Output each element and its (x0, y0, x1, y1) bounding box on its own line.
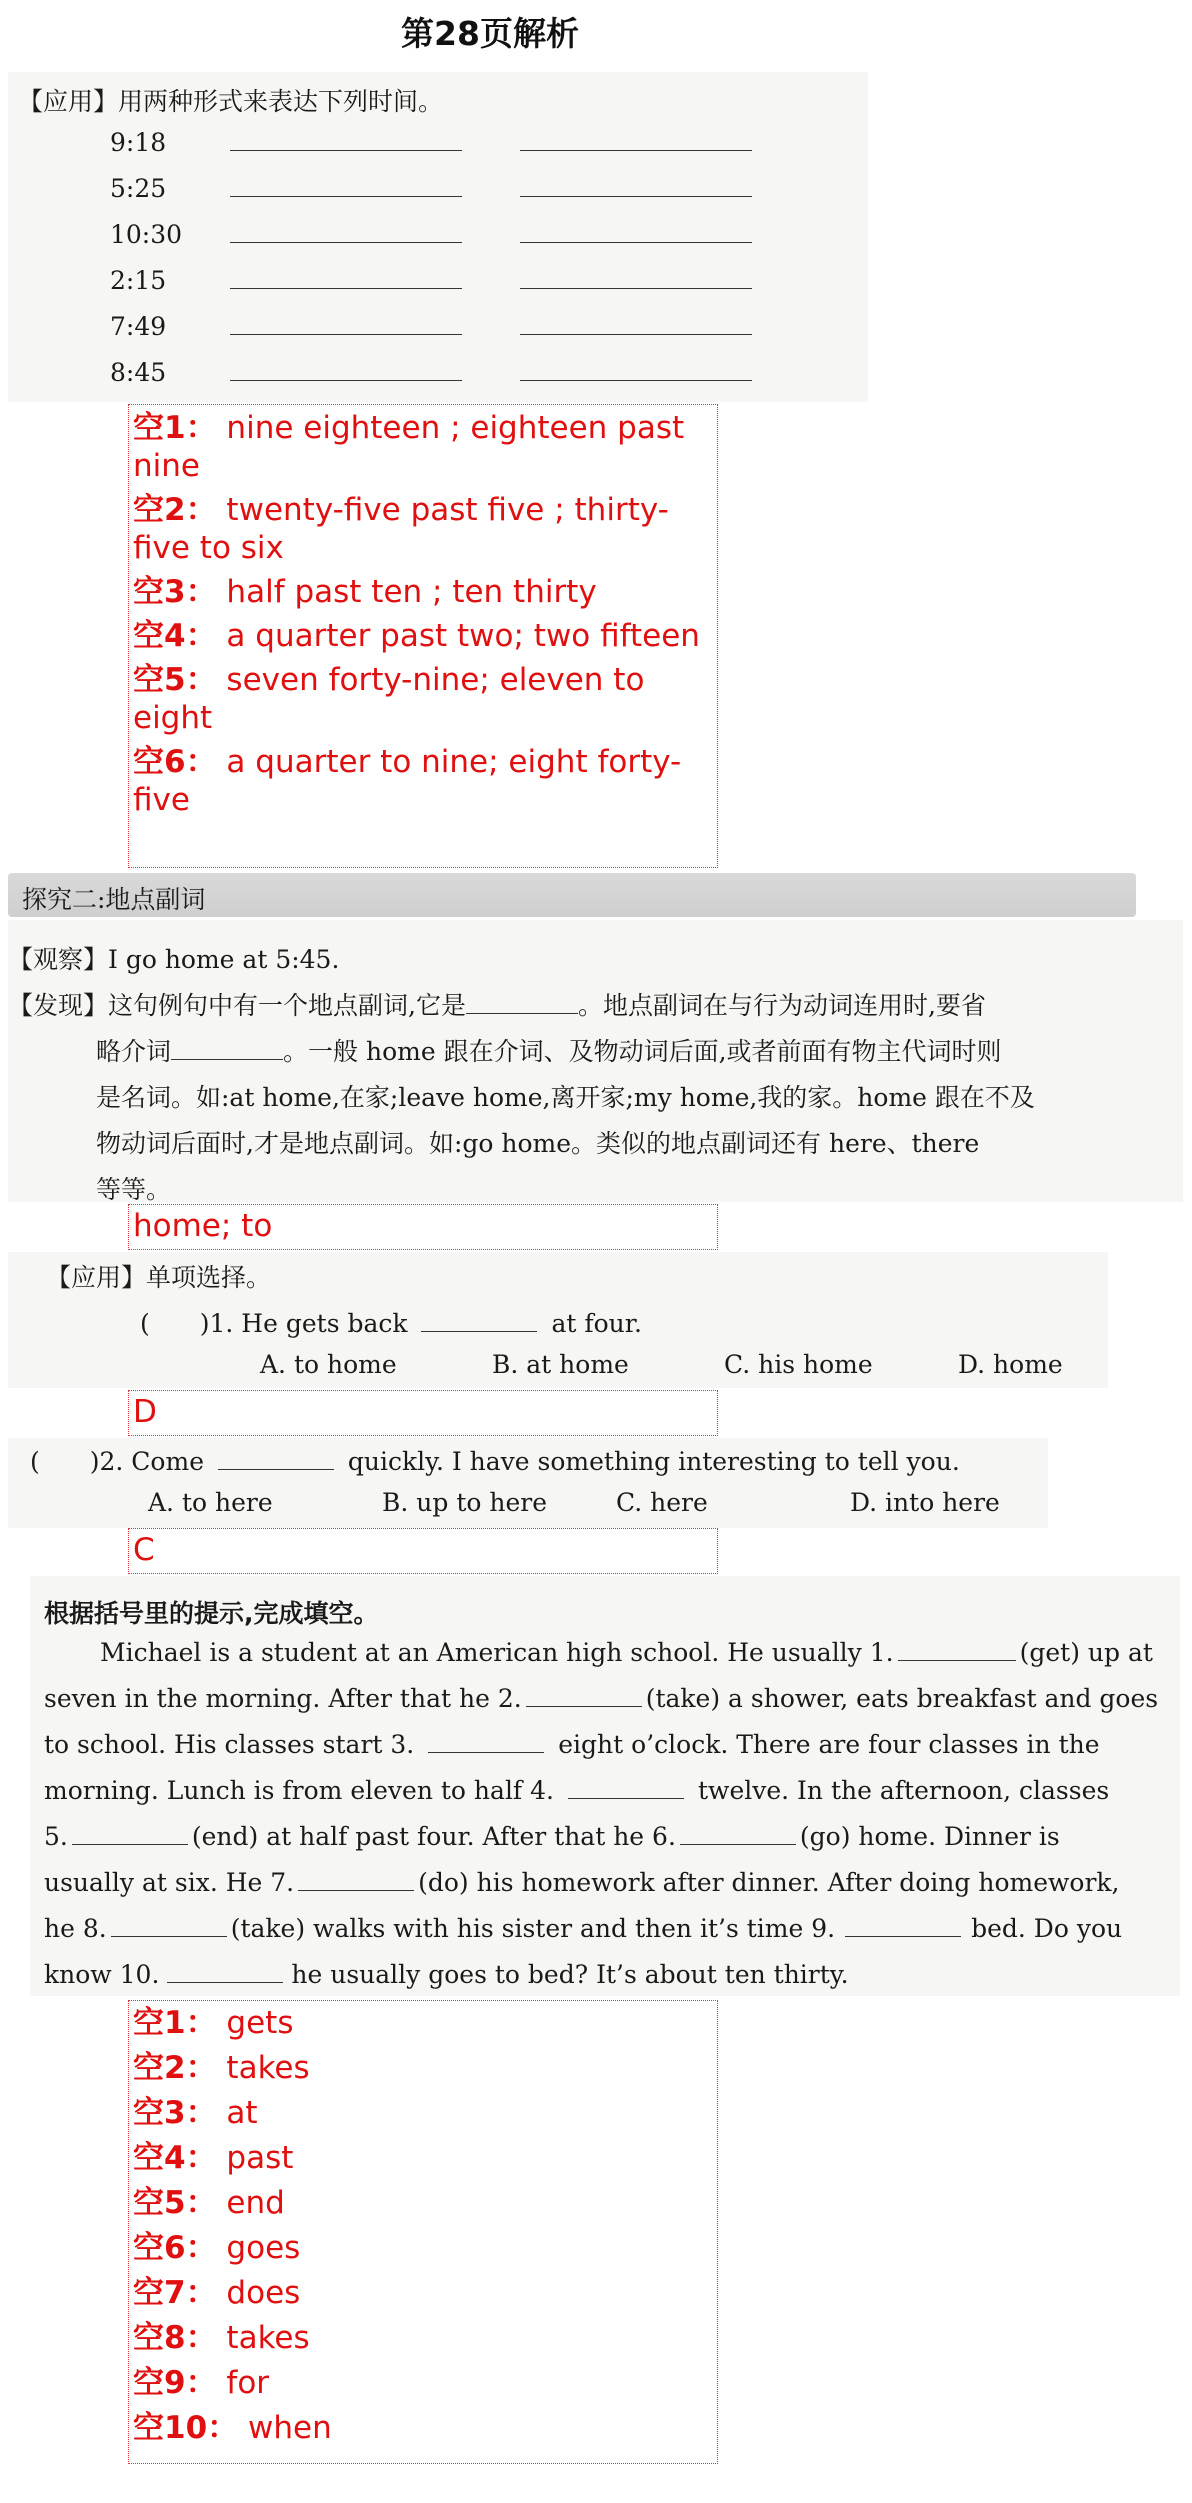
passage-text: (take) a shower, eats breakfast and goes (645, 1684, 1159, 1713)
question-1-options (260, 1350, 1063, 1379)
passage-line (44, 1676, 1170, 1722)
blank-label: 空6： (133, 2230, 217, 2266)
blank-label: 空7： (133, 2275, 217, 2311)
answer-box-fill-in (128, 2000, 718, 2464)
answer-line (133, 2271, 713, 2316)
passage-text: to school. His classes start 3. (44, 1730, 415, 1759)
passage-text: (end) at half past four. After that he 6. (191, 1822, 676, 1851)
blank-label: 空6： (133, 744, 217, 780)
answer-text: for (216, 2365, 270, 2401)
answer-blank (421, 1311, 537, 1332)
passage-text: Michael is a student at an American high school. He usually 1. (100, 1638, 894, 1667)
answer-blank (520, 268, 752, 289)
section4-heading: 根据括号里的提示,完成填空。 (44, 1599, 379, 1628)
answer-line (133, 2406, 713, 2451)
answer-blank (298, 1870, 414, 1891)
blank-label: 空1： (133, 410, 217, 446)
passage-line (44, 1814, 1170, 1860)
observe-line: 【观察】I go home at 5:45. (8, 945, 340, 974)
passage-text: (get) up at (1019, 1638, 1153, 1667)
time-label: 5:25 (110, 174, 167, 203)
answer-line (133, 2136, 713, 2181)
answer-blank (520, 360, 752, 381)
blank-label: 空8： (133, 2320, 217, 2356)
passage-line (44, 1768, 1170, 1814)
answer-line (133, 2226, 713, 2271)
answer-blank (898, 1640, 1016, 1661)
question-2 (30, 1442, 960, 1478)
option: D. into here (850, 1488, 1000, 1517)
discover-text: 。一般 home 跟在介词、及物动词后面,或者前面有物主代词时则 (283, 1037, 1002, 1066)
passage-text: seven in the morning. After that he 2. (44, 1684, 522, 1713)
question-stem: quickly. I have something interesting to tell you. (347, 1447, 960, 1476)
passage-text: eight o’clock. There are four classes in the (558, 1730, 1100, 1759)
answer-blank (230, 130, 462, 151)
passage-line (44, 1952, 1170, 1998)
answer-text: takes (216, 2050, 310, 2086)
answer-blank (520, 176, 752, 197)
blank-label: 空5： (133, 662, 217, 698)
answer-line (133, 2001, 713, 2046)
answer-text: end (216, 2185, 285, 2221)
option: B. up to here (382, 1488, 548, 1517)
answer-line (133, 2316, 713, 2361)
option: C. here (616, 1488, 708, 1517)
passage-text: know 10. (44, 1960, 160, 1989)
answer-line (133, 409, 713, 485)
question-1 (140, 1304, 642, 1340)
answer-text: goes (216, 2230, 301, 2266)
answer-text: a quarter to nine; eight forty-five (133, 744, 682, 818)
passage-text: he usually goes to bed? It’s about ten thirty. (291, 1960, 849, 1989)
answer-blank (167, 1962, 283, 1983)
time-row (110, 312, 752, 358)
answer-text: past (216, 2140, 294, 2176)
option: C. his home (724, 1350, 873, 1379)
blank-label: 空10： (133, 2410, 239, 2446)
answer-blank (428, 1732, 544, 1753)
answer-box-adverb: home; to (128, 1204, 718, 1250)
blank-label: 空3： (133, 574, 217, 610)
time-label: 7:49 (110, 312, 167, 341)
passage-text: (take) walks with his sister and then it’s time 9. (230, 1914, 836, 1943)
answer-text: at (216, 2095, 258, 2131)
time-label: 10:30 (110, 220, 183, 249)
option: D. home (958, 1350, 1063, 1379)
answer-text: nine eighteen ; eighteen past nine (133, 410, 685, 484)
discover-line-3: 是名词。如:at home,在家;leave home,离开家;my home,我的家。home 跟在不及 (96, 1083, 1035, 1112)
answer-box-times (128, 404, 718, 868)
answer-blank (520, 130, 752, 151)
answer-line (133, 2091, 713, 2136)
discover-line-1 (8, 986, 986, 1022)
time-row (110, 220, 752, 266)
question-stem: at four. (551, 1309, 642, 1338)
answer-text: seven forty-nine; eleven to eight (133, 662, 645, 736)
passage-line (44, 1860, 1170, 1906)
answer-blank (230, 222, 462, 243)
answer-line (133, 2181, 713, 2226)
time-label: 8:45 (110, 358, 167, 387)
section3-heading: 【应用】单项选择。 (46, 1263, 272, 1292)
discover-line-4: 物动词后面时,才是地点副词。如:go home。类似的地点副词还有 here、there (96, 1129, 980, 1158)
time-row (110, 174, 752, 220)
answer-line (133, 2046, 713, 2091)
blank-label: 空2： (133, 492, 217, 528)
passage-text: (do) his homework after dinner. After doing homework, (418, 1868, 1120, 1897)
answer-blank (111, 1916, 227, 1937)
blank-label: 空1： (133, 2005, 217, 2041)
answer-text: twenty-five past five ; thirty-five to six (133, 492, 669, 566)
passage-line (44, 1630, 1170, 1676)
question-stem: ( )2. Come (30, 1447, 204, 1476)
answer-blank (845, 1916, 961, 1937)
answer-blank (230, 314, 462, 335)
answer-blank (568, 1778, 684, 1799)
answer-blank (680, 1824, 796, 1845)
passage-text: usually at six. He 7. (44, 1868, 295, 1897)
answer-blank (230, 176, 462, 197)
answer-blank (520, 314, 752, 335)
option: A. to here (148, 1488, 273, 1517)
answer-blank (526, 1686, 642, 1707)
answer-line (133, 617, 713, 655)
page-title: 第28页解析 (401, 14, 579, 53)
passage-text: he 8. (44, 1914, 107, 1943)
blank-label: 空4： (133, 618, 217, 654)
question-2-options (148, 1488, 1000, 1517)
answer-blank (466, 993, 578, 1014)
time-row (110, 358, 752, 404)
discover-text: 略介词 (96, 1037, 172, 1066)
time-list (110, 128, 752, 404)
answer-blank (230, 360, 462, 381)
answer-text: half past ten ; ten thirty (216, 574, 597, 610)
passage-text: morning. Lunch is from eleven to half 4. (44, 1776, 554, 1805)
answer-text: when (238, 2410, 332, 2446)
answer-text: a quarter past two; two fifteen (216, 618, 700, 654)
time-row (110, 266, 752, 312)
answer-blank (171, 1039, 283, 1060)
section1-heading: 【应用】用两种形式来表达下列时间。 (18, 87, 444, 116)
answer-line (133, 491, 713, 567)
answer-line (133, 2361, 713, 2406)
time-row (110, 128, 752, 174)
answer-text: gets (216, 2005, 294, 2041)
blank-label: 空2： (133, 2050, 217, 2086)
option: A. to home (260, 1350, 397, 1379)
answer-blank (72, 1824, 188, 1845)
passage-text: twelve. In the afternoon, classes (698, 1776, 1110, 1805)
answer-box-q1: D (128, 1390, 718, 1436)
blank-label: 空4： (133, 2140, 217, 2176)
passage-line (44, 1906, 1170, 1952)
answer-text: takes (216, 2320, 310, 2356)
answer-box-q2: C (128, 1528, 718, 1574)
question-stem: ( )1. He gets back (140, 1309, 408, 1338)
passage-text: 5. (44, 1822, 68, 1851)
answer-blank (520, 222, 752, 243)
answer-blank (230, 268, 462, 289)
passage (44, 1630, 1170, 1998)
discover-line-5: 等等。 (96, 1175, 172, 1204)
time-label: 9:18 (110, 128, 167, 157)
blank-label: 空5： (133, 2185, 217, 2221)
section2-title: 探究二:地点副词 (22, 885, 206, 914)
option: B. at home (492, 1350, 629, 1379)
discover-text: 【发现】这句例句中有一个地点副词,它是 (8, 991, 466, 1020)
blank-label: 空3： (133, 2095, 217, 2131)
answer-line (133, 743, 713, 819)
passage-text: bed. Do you (971, 1914, 1123, 1943)
answer-text: does (216, 2275, 301, 2311)
time-label: 2:15 (110, 266, 167, 295)
answer-line (133, 661, 713, 737)
passage-text: (go) home. Dinner is (799, 1822, 1060, 1851)
answer-line (133, 573, 713, 611)
passage-line (44, 1722, 1170, 1768)
answer-blank (218, 1449, 334, 1470)
discover-text: 。地点副词在与行为动词连用时,要省 (577, 991, 986, 1020)
blank-label: 空9： (133, 2365, 217, 2401)
discover-line-2 (96, 1032, 1002, 1068)
